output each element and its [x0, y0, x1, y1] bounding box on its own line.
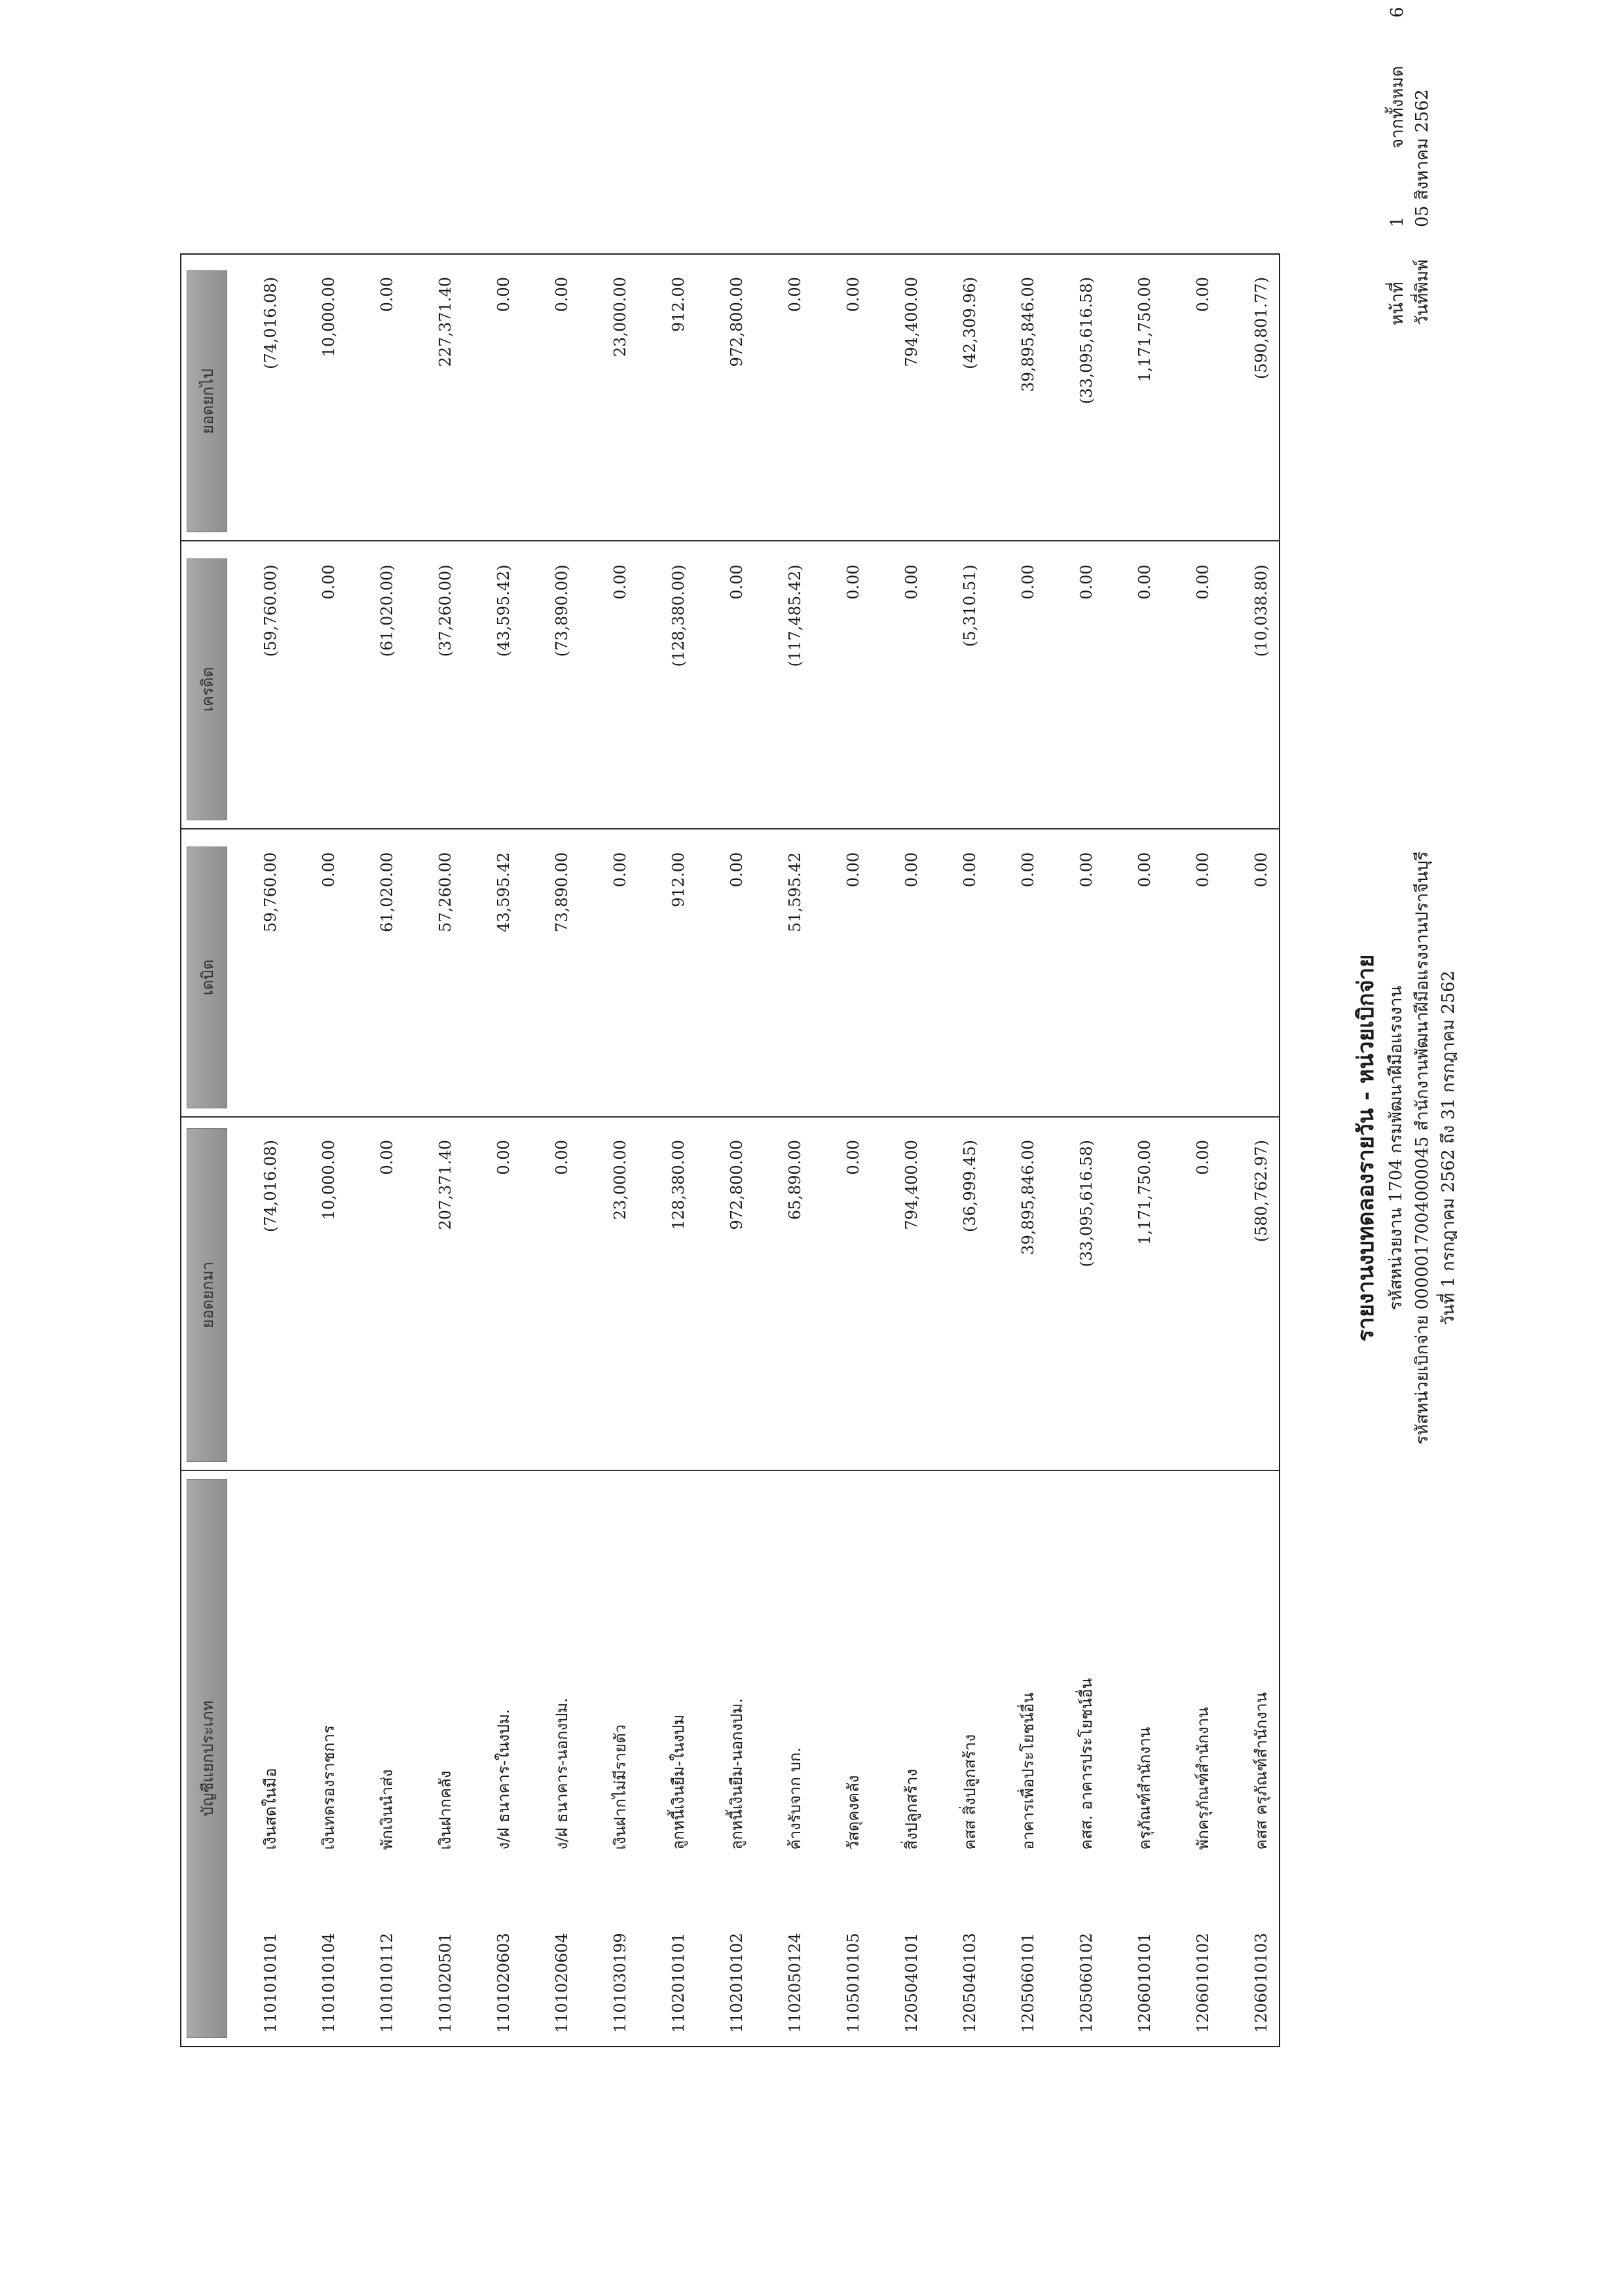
carried-forward-value: 972,800.00	[728, 276, 746, 367]
table-header	[187, 263, 227, 2038]
credit-value: 0.00	[728, 564, 746, 600]
debit-value: 0.00	[728, 852, 746, 888]
account-code: 1101020501	[436, 1933, 454, 2033]
credit-value: 0.00	[902, 564, 921, 600]
table-row	[1251, 255, 1309, 2046]
carried-forward-value: 23,000.00	[611, 276, 629, 357]
credit-value: (128,380.00)	[669, 564, 688, 667]
table-row	[726, 255, 784, 2046]
brought-forward-value: 0.00	[1194, 1140, 1212, 1175]
table-row	[318, 255, 377, 2046]
carried-forward-value: (74,016.08)	[261, 276, 280, 369]
column-header-credit: เครดิต	[187, 558, 227, 820]
account-code: 1205040103	[961, 1933, 979, 2033]
unit-line: รหัสหน่วยเบิกจ่าย 0000017004000045 สำนักงานพัฒนาฝีมือแรงงานปราจีนบุรี	[1412, 851, 1432, 1445]
period-line: วันที่ 1 กรกฎาคม 2562 ถึง 31 กรกฎาคม 2562	[1439, 970, 1458, 1326]
debit-value: 0.00	[961, 852, 979, 888]
debit-value: 0.00	[902, 852, 921, 888]
table-row	[784, 255, 843, 2046]
debit-value: 0.00	[1194, 852, 1212, 888]
credit-value: (61,020.00)	[378, 564, 396, 657]
credit-value: 0.00	[1077, 564, 1096, 600]
table-row	[551, 255, 610, 2046]
account-name: ครุภัณฑ์สำนักงาน	[1135, 1726, 1154, 1850]
brought-forward-value: (580,762.97)	[1252, 1140, 1270, 1243]
account-code: 1205040101	[902, 1933, 921, 2033]
account-name: เงินสดในมือ	[261, 1768, 280, 1850]
table-row	[1018, 255, 1076, 2046]
table-row	[493, 255, 551, 2046]
credit-value: 0.00	[1194, 564, 1212, 600]
credit-value: (43,595.42)	[494, 564, 513, 657]
account-name: ง/ฝ ธนาคาร-ในงปม.	[494, 1709, 513, 1850]
of-label: จากทั้งหมด	[1388, 65, 1407, 149]
table-row	[901, 255, 959, 2046]
carried-forward-value: 0.00	[378, 276, 396, 312]
account-name: ค้างรับจาก บก.	[786, 1747, 804, 1850]
account-code: 1102050124	[786, 1933, 804, 2033]
carried-forward-value: 912.00	[669, 276, 688, 332]
brought-forward-value: 207,371.40	[436, 1140, 454, 1230]
carried-forward-value: 0.00	[844, 276, 862, 312]
account-name: พักเงินนำส่ง	[378, 1769, 396, 1850]
total-pages: 6	[1388, 7, 1407, 18]
trial-balance-table	[180, 253, 1280, 2047]
brought-forward-value: (33,095,616.58)	[1077, 1140, 1096, 1267]
debit-value: 51,595.42	[786, 852, 804, 932]
report-heading	[1349, 0, 1462, 2296]
account-code: 1206010102	[1194, 1933, 1212, 2033]
print-date-label: วันที่พิมพ์	[1412, 259, 1432, 325]
account-code: 1102010101	[669, 1933, 688, 2033]
brought-forward-value: 0.00	[844, 1140, 862, 1175]
carried-forward-value: 1,171,750.00	[1135, 276, 1154, 382]
table-row	[1192, 255, 1251, 2046]
credit-value: (73,890.00)	[553, 564, 571, 657]
column-header-carried-forward: ยอดยกไป	[187, 270, 227, 532]
account-name: ลูกหนี้เงินยืม-นอกงปม.	[728, 1698, 746, 1850]
page-label: หน้าที่	[1388, 282, 1407, 325]
debit-value: 73,890.00	[553, 852, 571, 932]
carried-forward-value: 39,895,846.00	[1019, 276, 1037, 392]
debit-value: 0.00	[1252, 852, 1270, 888]
brought-forward-value: (36,999.45)	[961, 1140, 979, 1232]
column-header-debit: เดบิต	[187, 847, 227, 1108]
account-name: ง/ฝ ธนาคาร-นอกงปม.	[553, 1698, 571, 1850]
debit-value: 0.00	[1077, 852, 1096, 888]
carried-forward-value: (33,095,616.58)	[1077, 276, 1096, 405]
credit-value: (117,485.42)	[786, 564, 804, 667]
table-row	[668, 255, 726, 2046]
credit-value: (10,038.80)	[1252, 564, 1270, 657]
report-title: รายงานงบทดลองรายวัน - หน่วยเบิกจ่าย	[1353, 954, 1379, 1342]
brought-forward-value: 23,000.00	[611, 1140, 629, 1220]
account-name: เงินฝากคลัง	[436, 1770, 454, 1850]
page-number: 1	[1388, 216, 1407, 227]
carried-forward-value: 794,400.00	[902, 276, 921, 367]
account-name: อาคารเพื่อประโยชน์อื่น	[1019, 1692, 1037, 1850]
account-code: 1102010102	[728, 1933, 746, 2033]
account-code: 1205060102	[1077, 1933, 1096, 2033]
carried-forward-value: 10,000.00	[320, 276, 338, 357]
debit-value: 0.00	[1019, 852, 1037, 888]
account-code: 1105010105	[844, 1933, 862, 2033]
brought-forward-value: 128,380.00	[669, 1140, 688, 1230]
brought-forward-value: 65,890.00	[786, 1140, 804, 1220]
credit-value: 0.00	[844, 564, 862, 600]
account-name: วัสดุคงคลัง	[844, 1775, 862, 1850]
brought-forward-value: (74,016.08)	[261, 1140, 280, 1232]
brought-forward-value: 39,895,846.00	[1019, 1140, 1037, 1255]
account-code: 1101030199	[611, 1933, 629, 2033]
debit-value: 59,760.00	[261, 852, 280, 932]
carried-forward-value: 227,371.40	[436, 276, 454, 367]
carried-forward-value: 0.00	[1194, 276, 1212, 312]
table-row	[1076, 255, 1134, 2046]
brought-forward-value: 0.00	[378, 1140, 396, 1175]
account-name: สิ่งปลูกสร้าง	[902, 1768, 921, 1850]
debit-value: 0.00	[844, 852, 862, 888]
debit-value: 0.00	[320, 852, 338, 888]
credit-value: 0.00	[1135, 564, 1154, 600]
table-row	[610, 255, 668, 2046]
column-header-account: บัญชีแยกประเภท	[187, 1479, 227, 2038]
brought-forward-value: 10,000.00	[320, 1140, 338, 1220]
table-row	[959, 255, 1018, 2046]
table-row	[435, 255, 493, 2046]
brought-forward-value: 0.00	[494, 1140, 513, 1175]
account-name: พักครุภัณฑ์สำนักงาน	[1194, 1707, 1212, 1850]
brought-forward-value: 0.00	[553, 1140, 571, 1175]
credit-value: (37,260.00)	[436, 564, 454, 657]
carried-forward-value: (590,801.77)	[1252, 276, 1270, 380]
account-code: 1101010101	[261, 1933, 280, 2033]
carried-forward-value: 0.00	[786, 276, 804, 312]
account-code: 1101010104	[320, 1933, 338, 2033]
debit-value: 912.00	[669, 852, 688, 907]
credit-value: 0.00	[611, 564, 629, 600]
table-row	[260, 255, 318, 2046]
account-code: 1101010112	[378, 1933, 396, 2033]
carried-forward-value: 0.00	[553, 276, 571, 312]
debit-value: 61,020.00	[378, 852, 396, 932]
column-header-brought-forward: ยอดยกมา	[187, 1128, 227, 1462]
table-row	[1134, 255, 1192, 2046]
account-name: คสส สิ่งปลูกสร้าง	[961, 1734, 979, 1850]
account-name: ลูกหนี้เงินยืม-ในงปม	[669, 1714, 688, 1850]
account-code: 1206010101	[1135, 1933, 1154, 2033]
table-row	[843, 255, 901, 2046]
account-name: คสส ครุภัณฑ์สำนักงาน	[1252, 1692, 1270, 1850]
debit-value: 0.00	[611, 852, 629, 888]
print-date: 05 สิงหาคม 2562	[1412, 89, 1432, 227]
brought-forward-value: 1,171,750.00	[1135, 1140, 1154, 1245]
brought-forward-value: 794,400.00	[902, 1140, 921, 1230]
account-code: 1101020604	[553, 1933, 571, 2033]
account-name: เงินทดรองราชการ	[320, 1725, 338, 1850]
agency-line: รหัสหน่วยงาน 1704 กรมพัฒนาฝีมือแรงงาน	[1386, 985, 1406, 1311]
account-name: คสส. อาคารประโยชน์อื่น	[1077, 1678, 1096, 1850]
account-code: 1205060101	[1019, 1933, 1037, 2033]
debit-value: 0.00	[1135, 852, 1154, 888]
credit-value: (5,310.51)	[961, 564, 979, 647]
credit-value: 0.00	[1019, 564, 1037, 600]
credit-value: 0.00	[320, 564, 338, 600]
carried-forward-value: 0.00	[494, 276, 513, 312]
account-name: เงินฝากไม่มีรายตัว	[611, 1724, 629, 1850]
account-code: 1206010103	[1252, 1933, 1270, 2033]
credit-value: (59,760.00)	[261, 564, 280, 657]
brought-forward-value: 972,800.00	[728, 1140, 746, 1230]
account-code: 1101020603	[494, 1933, 513, 2033]
debit-value: 57,260.00	[436, 852, 454, 932]
table-body	[260, 255, 1309, 2046]
table-row	[377, 255, 435, 2046]
carried-forward-value: (42,309.96)	[961, 276, 979, 369]
debit-value: 43,595.42	[494, 852, 513, 932]
